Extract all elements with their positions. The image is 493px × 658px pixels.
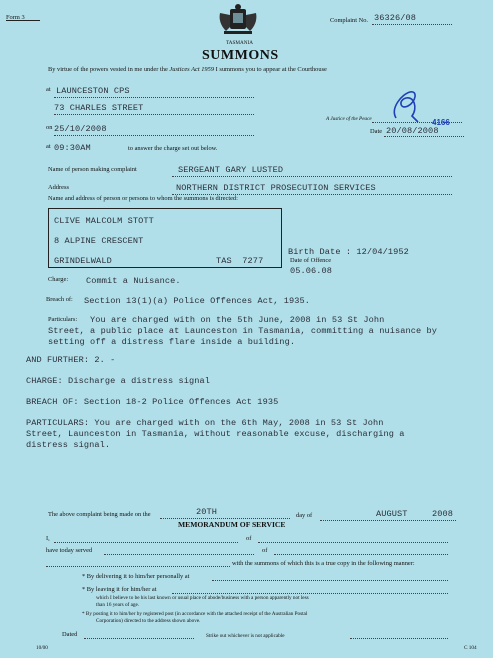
breach: Section 13(1)(a) Police Offences Act, 1935.	[84, 296, 311, 306]
particulars-label: Particulars:	[48, 316, 78, 323]
breach-label: Breach of:	[46, 296, 73, 303]
defendant-name: CLIVE MALCOLM STOTT	[54, 216, 154, 226]
complaint-no: 36326/08	[374, 13, 417, 23]
breach2-line: BREACH OF: Section 18-2 Police Offences Act 1935	[26, 397, 279, 407]
particulars-line-1: You are charged with on the 5th June, 2008 in 53 St John	[90, 315, 385, 325]
service-option-2: * By leaving it for him/her at	[82, 586, 157, 593]
memo-of: of	[246, 535, 252, 542]
memo-title: MEMORANDUM OF SERVICE	[178, 520, 286, 529]
court-street: 73 CHARLES STREET	[54, 103, 144, 113]
form-label-underline	[6, 20, 40, 21]
crest-caption: TASMANIA	[226, 40, 253, 46]
footer-right: C 104	[464, 645, 477, 651]
complainant-label: Name of person making complaint	[48, 166, 137, 173]
defendant-state: TAS 7277	[216, 256, 264, 266]
footer-left: 10/00	[36, 645, 48, 651]
answer-label: to answer the charge set out below.	[128, 145, 218, 152]
dated-label: Dated	[62, 631, 78, 638]
service-option-3-detail: Corporation) directed to the address shown above.	[96, 618, 201, 624]
memo-i: I,	[46, 535, 50, 542]
defendant-label: Name and address of person or persons to whom the summons is directed:	[48, 195, 238, 202]
coat-of-arms-icon	[216, 3, 260, 39]
charge2-line: CHARGE: Discharge a distress signal	[26, 376, 210, 386]
jp-signature-icon	[388, 88, 424, 124]
memo-served: have today served	[46, 547, 93, 554]
particulars2-line-3: distress signal.	[26, 440, 111, 450]
particulars-line-2: Street, a public place at Launceston in Tasmania, committing a nuisance by	[48, 326, 438, 336]
address-label: Address	[48, 184, 69, 191]
complaint-year: 2008	[432, 509, 454, 519]
particulars2-line-1: PARTICULARS: You are charged with on the 6th May, 2008 in 53 St John	[26, 418, 384, 428]
complaint-day: 20TH	[196, 507, 218, 517]
on-label: on	[46, 124, 53, 131]
jp-number: 4166	[432, 118, 450, 127]
defendant-street: 8 ALPINE CRESCENT	[54, 236, 144, 246]
day-of-label: day of	[296, 512, 313, 519]
court-time: 09:30AM	[54, 143, 91, 153]
court-date: 25/10/2008	[54, 124, 107, 134]
page-title: SUMMONS	[202, 48, 279, 63]
further-line: AND FURTHER: 2. -	[26, 355, 116, 365]
form-label: Form 3	[6, 14, 25, 21]
memo-of2: of	[262, 547, 268, 554]
complaint-made-label: The above complaint being made on the	[48, 511, 151, 518]
complaint-month: AUGUST	[376, 509, 408, 519]
birth-date: Birth Date : 12/04/1952	[288, 247, 409, 257]
defendant-suburb: GRINDELWALD	[54, 256, 112, 266]
particulars2-line-2: Street, Launceston in Tasmania, without reasonable excuse, discharging a	[26, 429, 405, 439]
intro-text: By virtue of the powers vested in me under the Justices Act 1959 I summons you to appear at the Courthouse	[48, 66, 327, 73]
service-option-1: * By delivering it to him/her personally at	[82, 573, 190, 580]
charge-label: Charge:	[48, 276, 69, 283]
address: NORTHERN DISTRICT PROSECUTION SERVICES	[176, 183, 376, 193]
issue-date: 20/08/2008	[386, 126, 439, 136]
complainant: SERGEANT GARY LUSTED	[178, 165, 284, 175]
at-label: at	[46, 86, 51, 93]
memo-with: with the summons of which this is a true copy in the following manner:	[232, 560, 415, 567]
service-option-2-detail: which I believe to be his last known or usual place of abode/business with a person apparently not less	[96, 595, 309, 601]
complaint-no-label: Complaint No.	[330, 17, 368, 24]
service-option-3: * By posting it to him/her by registered post (in accordance with the attached receipt of the Australian Postal	[82, 611, 308, 617]
offence-date-label: Date of Offence	[290, 257, 332, 264]
charge: Commit a Nuisance.	[86, 276, 181, 286]
time-label: at	[46, 143, 51, 150]
court-place: LAUNCESTON CPS	[56, 86, 130, 96]
date-label: Date	[370, 128, 383, 135]
jp-label: A Justice of the Peace	[326, 116, 372, 122]
particulars-line-3: setting off a distress flare inside a building.	[48, 337, 296, 347]
strike-note: Strike out whichever is not applicable	[206, 633, 285, 639]
service-option-2-age: than 16 years of age.	[96, 602, 140, 608]
offence-date: 05.06.08	[290, 266, 333, 276]
